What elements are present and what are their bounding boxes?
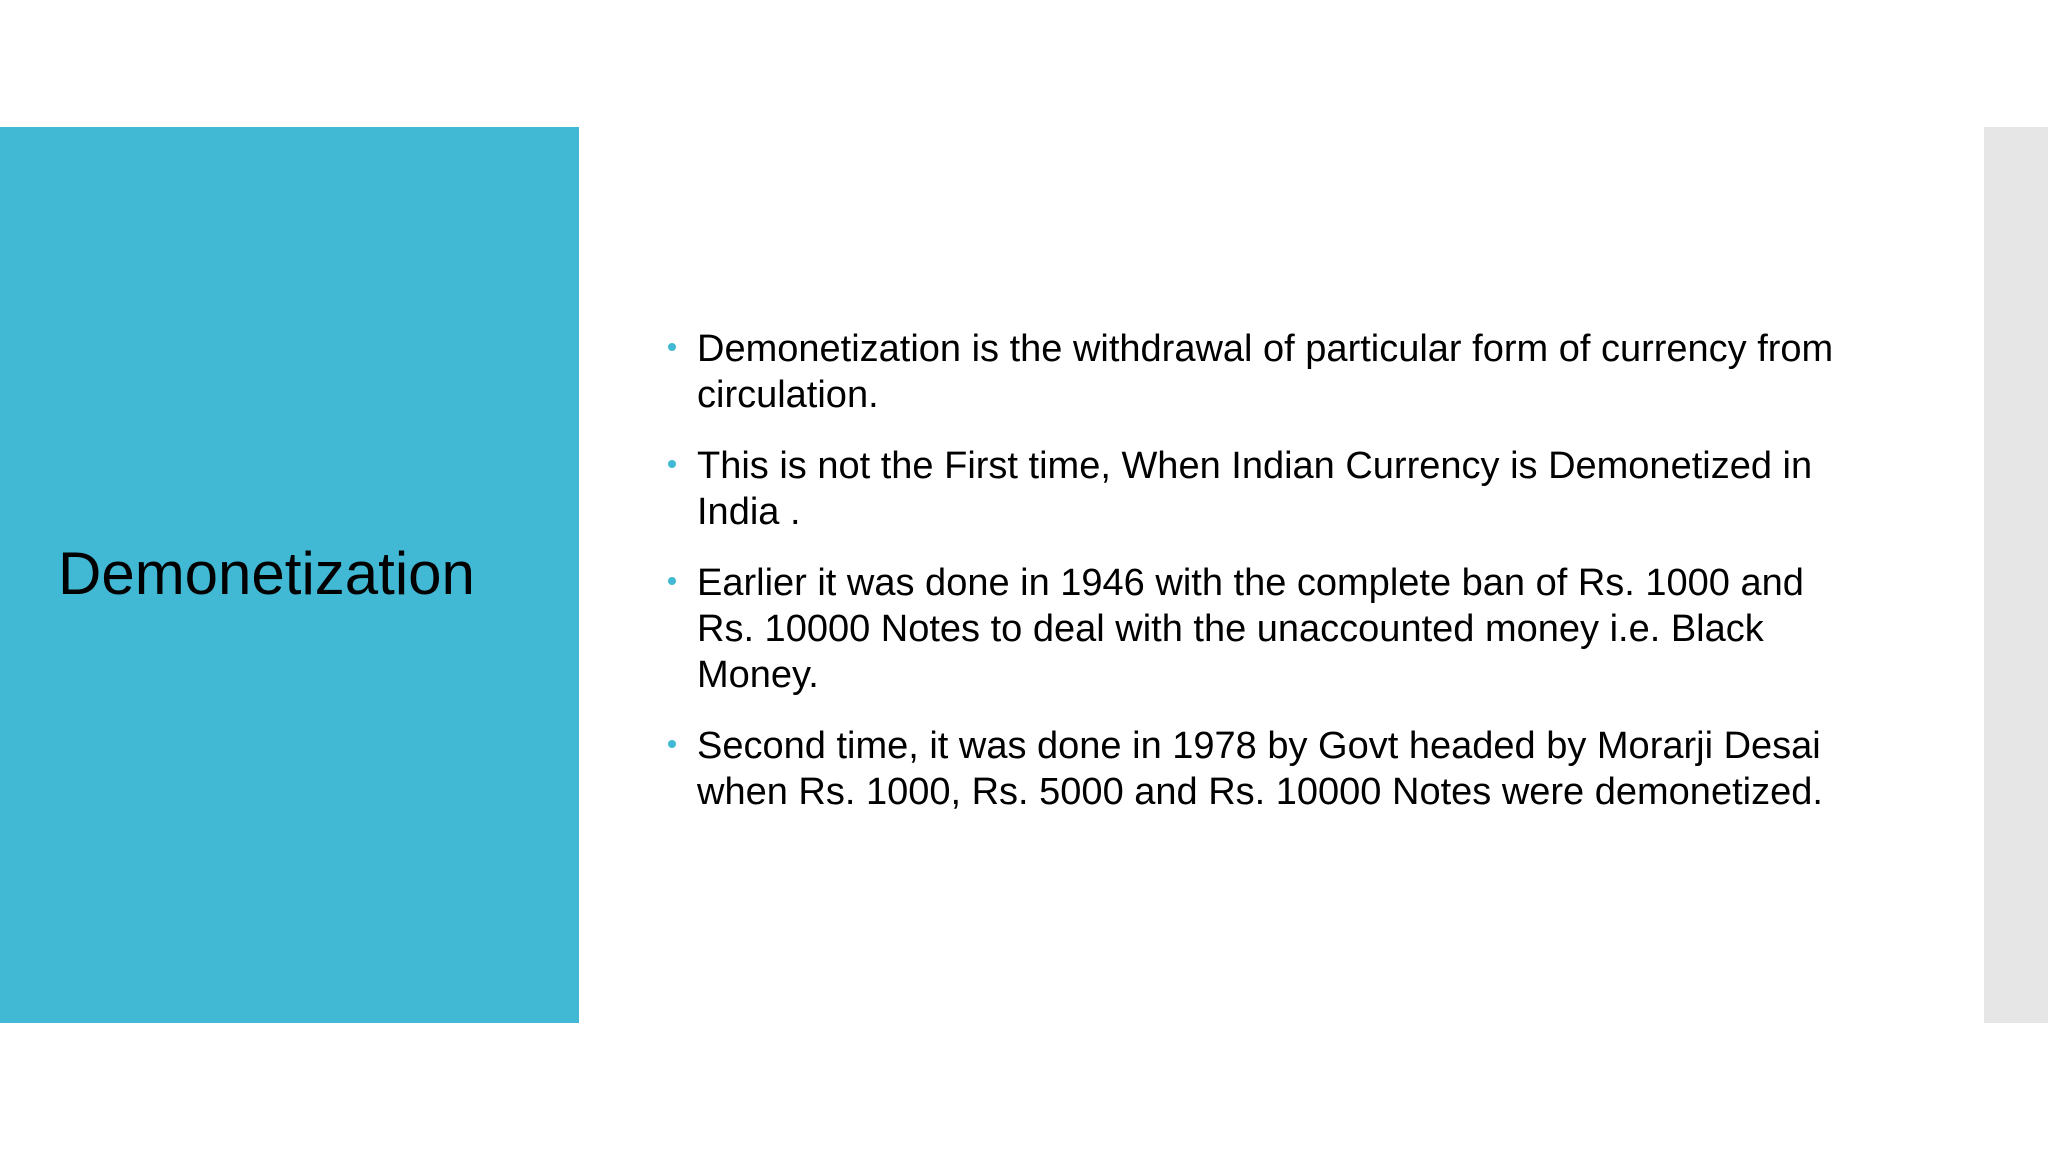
bullet-item [668,560,1868,698]
bullet-dot-icon [668,460,676,468]
bullet-item [668,443,1868,535]
bullet-dot-icon [668,577,676,585]
bullet-item [668,723,1868,815]
bullet-list [668,326,1868,840]
bullet-text: Second time, it was done in 1978 by Govt headed by Morarji Desai when Rs. 1000, Rs. 5000 and Rs. 10000 Notes were demonetized. [697,725,1823,813]
slide-title: Demonetization [58,540,475,607]
side-strip [1984,127,2048,1023]
bullet-item [668,326,1868,418]
bullet-dot-icon [668,740,676,748]
bullet-text: This is not the First time, When Indian Currency is Demonetized in India . [697,445,1813,533]
bullet-text: Demonetization is the withdrawal of particular form of currency from circulation. [697,328,1834,416]
bullet-text: Earlier it was done in 1946 with the complete ban of Rs. 1000 and Rs. 10000 Notes to deal with the unaccounted money i.e. Black Money. [697,562,1804,696]
bullet-dot-icon [668,343,676,351]
